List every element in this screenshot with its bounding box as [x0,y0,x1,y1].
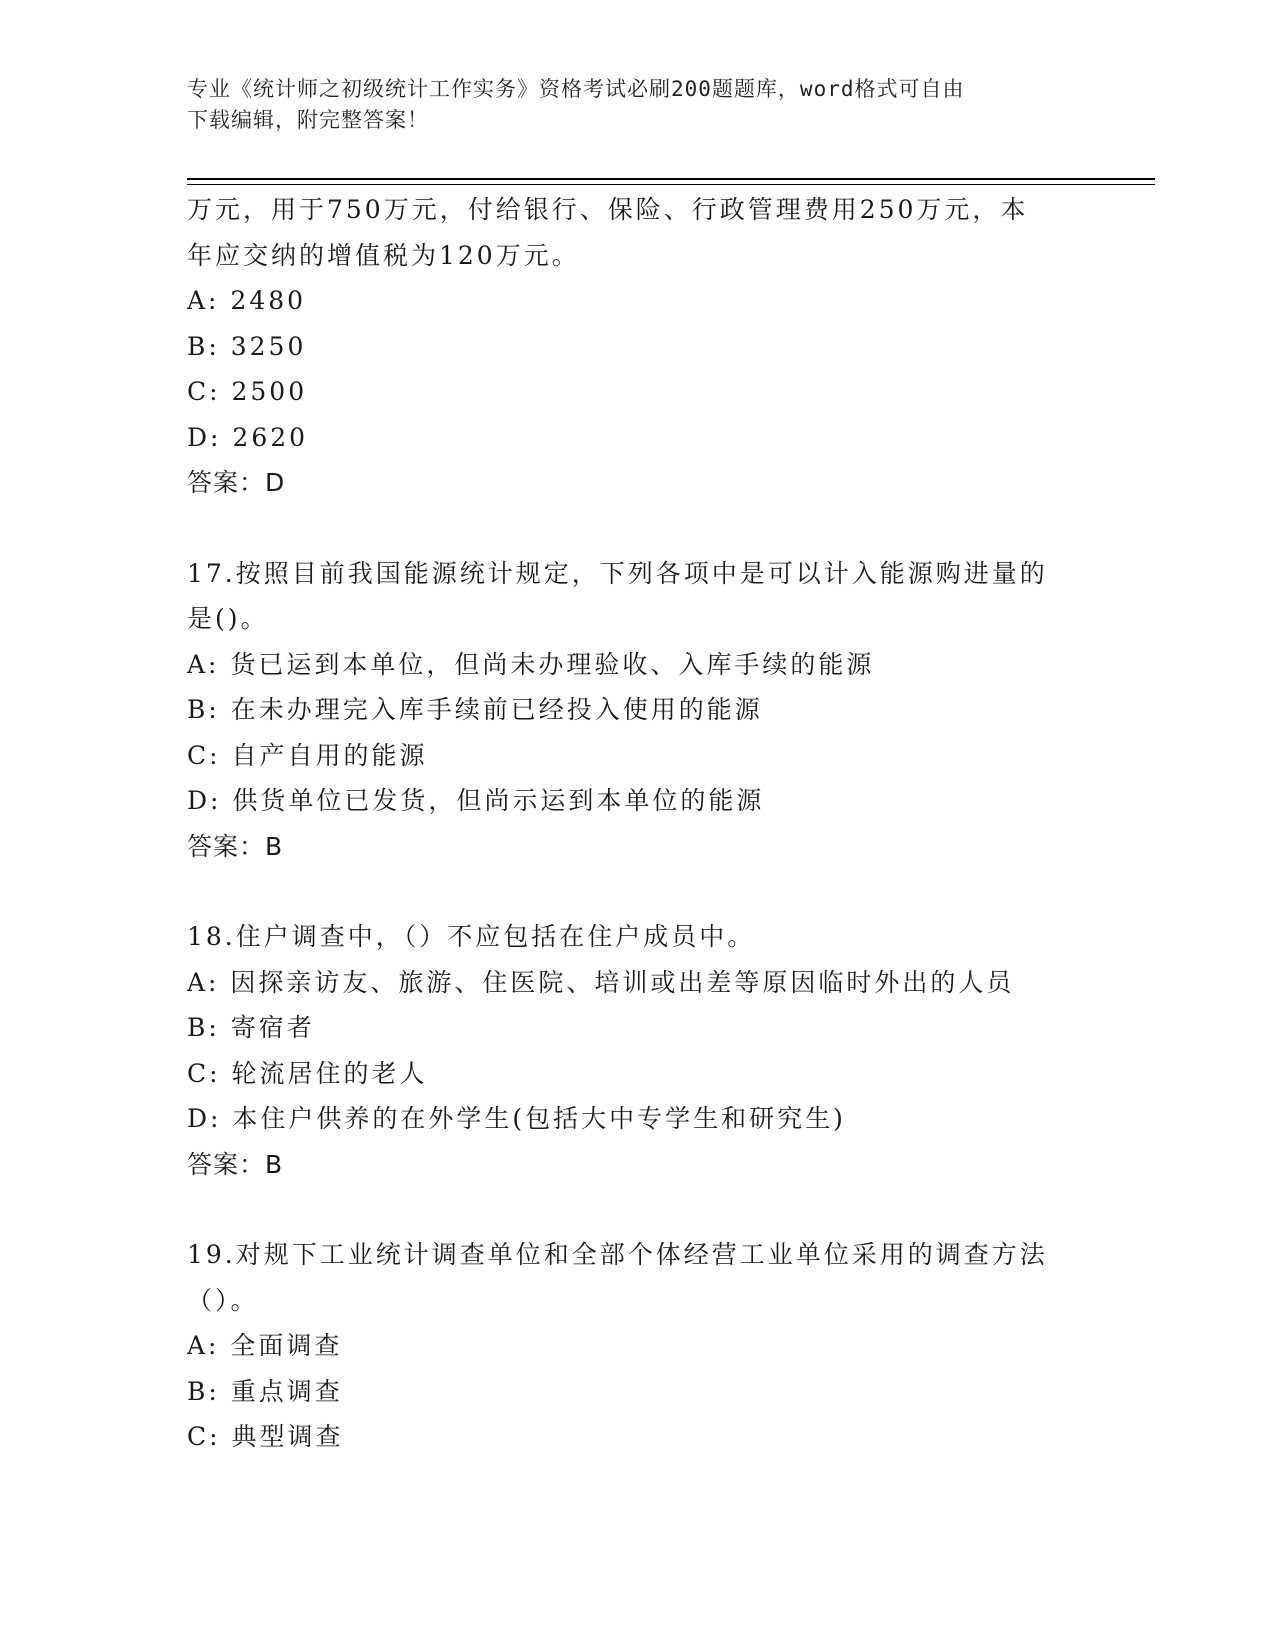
question-text-line: 万元，用于750万元，付给银行、保险、行政管理费用250万元，本 [187,195,1029,224]
question-text-line: 19.对规下工业统计调查单位和全部个体经营工业单位采用的调查方法 [187,1240,1048,1269]
answer-line: 答案：B [187,1149,284,1179]
option-a: A: 2480 [187,286,307,315]
option-d: D: 2620 [187,422,309,452]
question-text-line: （）。 [187,1285,259,1315]
option-b: B: 重点调查 [187,1376,343,1406]
question-text-line: 年应交纳的增值税为120万元。 [187,240,580,270]
option-c: C: 典型调查 [187,1422,344,1451]
question-spacer [187,506,1087,551]
option-a: A: 因探亲访友、旅游、住医院、培训或出差等原因临时外出的人员 [187,967,1015,997]
option-c: C: 自产自用的能源 [187,740,428,770]
question-spacer [187,869,1087,914]
question-text-line: 是()。 [187,604,269,633]
question-body [187,187,1087,1460]
header-line-1: 专业《统计师之初级统计工作实务》资格考试必刷200题题库，word格式可自由 [187,77,965,101]
question-17 [187,551,1087,870]
header-divider-thick [187,178,1155,180]
option-b: B: 3250 [187,331,307,361]
option-c: C: 轮流居住的老人 [187,1058,428,1088]
option-a: A: 全面调查 [187,1331,343,1360]
answer-line: 答案：B [187,831,284,861]
option-b: B: 在未办理完入库手续前已经投入使用的能源 [187,695,763,724]
option-c: C: 2500 [187,377,308,406]
question-19 [187,1232,1087,1460]
question-text-line: 18.住户调查中，（）不应包括在住户成员中。 [187,922,756,951]
question-text-line: 17.按照目前我国能源统计规定，下列各项中是可以计入能源购进量的 [187,558,1048,588]
question-spacer [187,1187,1087,1232]
question-16-continued [187,187,1087,506]
answer-line: 答案：D [187,468,286,497]
header-divider-thin [187,184,1155,185]
header-line-2: 下载编辑，附完整答案！ [187,108,429,132]
question-18 [187,914,1087,1187]
page-header [187,74,1087,136]
option-d: D: 供货单位已发货，但尚示运到本单位的能源 [187,786,765,815]
option-b: B: 寄宿者 [187,1013,315,1042]
option-a: A: 货已运到本单位，但尚未办理验收、入库手续的能源 [187,649,875,679]
option-d: D: 本住户供养的在外学生(包括大中专学生和研究生) [187,1104,846,1133]
